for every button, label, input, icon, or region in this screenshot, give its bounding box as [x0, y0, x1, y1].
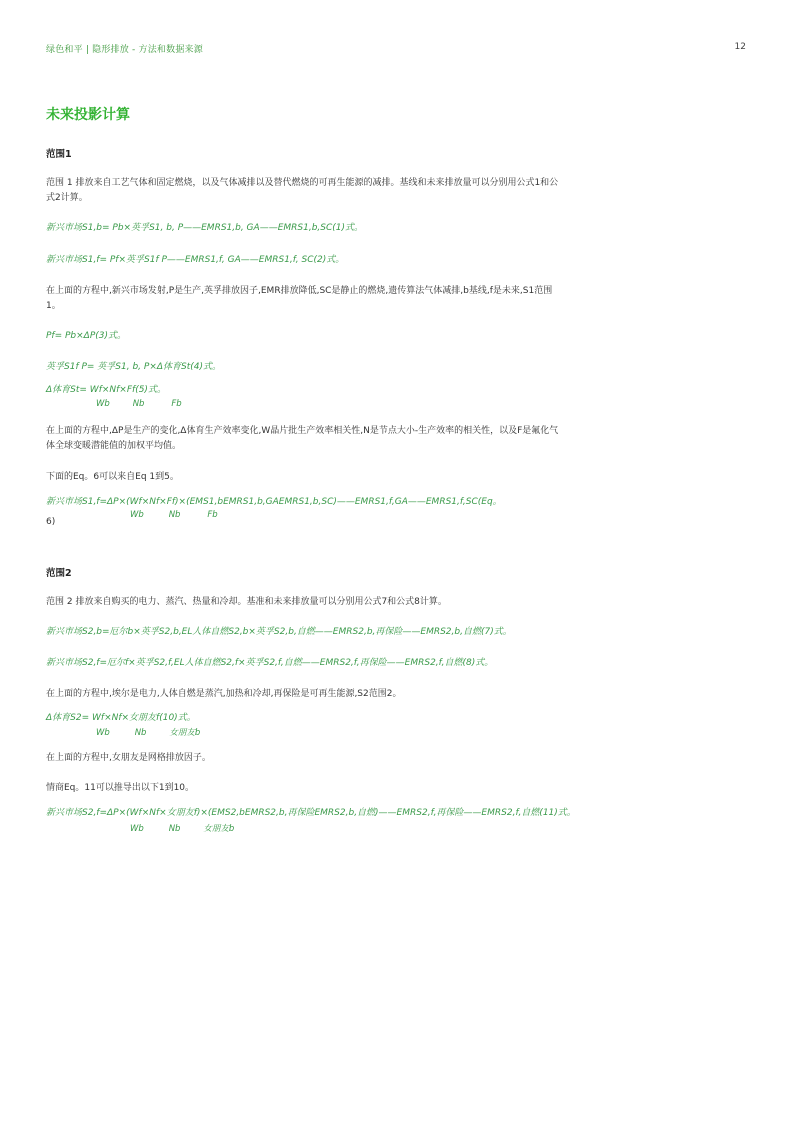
- scope1-note-eq6: 下面的Eq。6可以来自Eq 1到5。: [46, 472, 179, 482]
- scope1-heading: 范围1: [46, 149, 72, 160]
- denominator: Fb: [171, 399, 182, 409]
- denominator: Wb: [96, 728, 110, 738]
- equation-6: 新兴市场S1,f=ΔP×(Wf×Nf×Ff)×(EMS1,bEMRS1,b,GAEMRS1,b,SC)——EMRS1,f,GA——EMRS1,f,SC(Eq。: [46, 497, 502, 507]
- scope1-intro: 范围 1 排放来自工艺气体和固定燃烧，以及气体减排以及替代燃烧的可再生能源的减排。基线和未来排放量可以分别用公式1和公式2计算。: [46, 178, 559, 203]
- section-title: 未来投影计算: [46, 107, 130, 123]
- equation-4: 英孚S1f P= 英孚S1, b, P×Δ体育St(4)式。: [46, 362, 222, 372]
- running-header: 绿色和平 | 隐形排放 - 方法和数据来源: [46, 45, 203, 55]
- page-number: 12: [734, 42, 746, 52]
- scope2-note-eq11: 情商Eq。11可以推导出以下1到10。: [46, 783, 195, 793]
- denominator: Wb: [130, 824, 144, 834]
- equation-11-denominators: [130, 822, 234, 834]
- equation-10: Δ体育S2= Wf×Nf×女朋友f(10)式。: [46, 713, 196, 723]
- denominator: 女朋友b: [169, 728, 201, 738]
- denominator: 女朋友b: [203, 824, 235, 834]
- denominator: Nb: [134, 728, 147, 738]
- scope2-explanation: 在上面的方程中,埃尔是电力,人体自燃是蒸汽,加热和冷却,再保险是可再生能源,S2范围2。: [46, 689, 402, 699]
- equation-5: Δ体育St= Wf×Nf×Ff(5)式。: [46, 385, 166, 395]
- denominator: Wb: [96, 399, 110, 409]
- equation-6-tail: 6): [46, 517, 56, 527]
- equation-2: 新兴市场S1,f= Pf×英孚S1f P——EMRS1,f, GA——EMRS1,f, SC(2)式。: [46, 255, 345, 265]
- equation-8: 新兴市场S2,f=厄尔f×英孚S2,f,EL人体自燃S2,f×英孚S2,f,自燃——EMRS2,f,再保险——EMRS2,f,自燃(8)式。: [46, 658, 494, 668]
- denominator: Nb: [132, 399, 145, 409]
- equation-1: 新兴市场S1,b= Pb×英孚S1, b, P——EMRS1,b, GA——EMRS1,b,SC(1)式。: [46, 223, 364, 233]
- equation-7: 新兴市场S2,b=厄尔b×英孚S2,b,EL人体自燃S2,b×英孚S2,b,自燃——EMRS2,b,再保险——EMRS2,b,自燃(7)式。: [46, 627, 512, 637]
- scope2-heading: 范围2: [46, 568, 72, 579]
- equation-5-denominators: [96, 399, 182, 409]
- equation-10-denominators: [96, 726, 200, 738]
- scope1-explanation: 在上面的方程中,新兴市场发射,P是生产,英孚排放因子,EMR排放降低,SC是静止的燃烧,遗传算法气体减排,b基线,f是未来,S1范围1。: [46, 286, 553, 311]
- scope1-explanation-2: 在上面的方程中,ΔP是生产的变化,Δ体育生产效率变化,W晶片批生产效率相关性,N是节点大小-生产效率的相关性，以及F是氟化气体全球变暖潜能值的加权平均值。: [46, 426, 559, 451]
- denominator: Nb: [168, 510, 181, 520]
- scope2-explanation-2: 在上面的方程中,女朋友是网格排放因子。: [46, 753, 211, 763]
- denominator: Fb: [207, 510, 218, 520]
- scope2-intro: 范围 2 排放来自购买的电力、蒸汽、热量和冷却。基准和未来排放量可以分别用公式7和公式8计算。: [46, 597, 447, 607]
- denominator: Nb: [168, 824, 181, 834]
- equation-11: 新兴市场S2,f=ΔP×(Wf×Nf×女朋友f)×(EMS2,bEMRS2,b,再保险EMRS2,b,自燃)——EMRS2,f,再保险——EMRS2,f,自燃(11)式。: [46, 808, 576, 818]
- equation-3: Pf= Pb×ΔP(3)式。: [46, 331, 127, 341]
- denominator: Wb: [130, 510, 144, 520]
